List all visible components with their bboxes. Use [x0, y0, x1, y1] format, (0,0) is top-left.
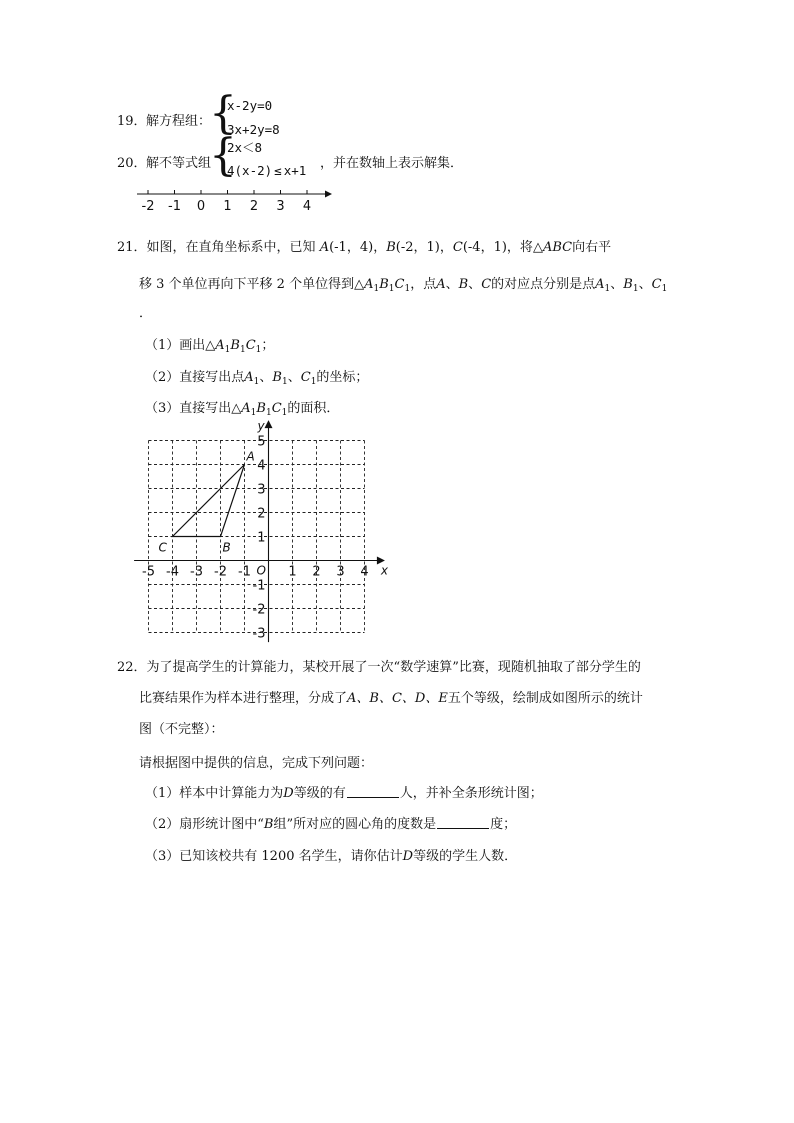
y-axis-arrow-icon	[265, 420, 273, 428]
b1: B	[623, 277, 633, 292]
grade-list: A、B、C、D、E	[347, 691, 448, 706]
q20-inequality-2-right: x+1	[283, 163, 307, 178]
q22-line-1	[117, 656, 641, 675]
q19-equation-2: 3x+2y=8	[227, 122, 280, 137]
number-line-label: -1	[168, 199, 181, 214]
c1: C	[245, 338, 256, 353]
y-tick-label: 5	[257, 434, 266, 450]
q21-text: ，将	[506, 240, 533, 255]
q22-part-1	[145, 782, 543, 801]
y-tick-label: -3	[252, 626, 266, 642]
number-line-label: 1	[223, 199, 232, 214]
point-c-label: C	[158, 540, 167, 555]
number-line-label: 4	[302, 199, 312, 214]
b1: B	[256, 401, 266, 416]
q21-text: 向右平	[572, 240, 612, 255]
c1: C	[300, 370, 311, 385]
c1: C	[271, 401, 282, 416]
q19-lead: 解方程组：	[146, 114, 212, 129]
a1: A	[215, 338, 225, 353]
number-line-label: -2	[141, 199, 155, 214]
answer-blank[interactable]	[437, 816, 489, 829]
q21-text: 移 3 个单位再向下平移 2 个单位得到	[139, 277, 355, 292]
b1: B	[272, 370, 282, 385]
q22-line-3: 图（不完整）：	[139, 722, 224, 737]
b1: B	[379, 277, 389, 292]
a1: A	[241, 401, 251, 416]
q22-line-2	[139, 687, 643, 706]
point-b: B	[458, 277, 469, 292]
subscript: 1	[255, 345, 262, 355]
point-b-coord: (-2，1)	[395, 240, 440, 255]
separator: 、	[445, 277, 459, 292]
subscript: 1	[253, 377, 260, 387]
q21-line-3: ．	[139, 306, 153, 321]
number-line-label: 3	[276, 199, 285, 214]
q19-equation-1: x-2y=0	[227, 98, 273, 113]
x-tick-label: -4	[166, 564, 179, 580]
q21-text: （1）画出	[145, 338, 206, 353]
triangle-abc	[173, 465, 245, 537]
q21-number: 21．	[117, 240, 147, 255]
x-tick-label: 4	[360, 564, 369, 580]
subscript: 1	[265, 408, 272, 418]
x-tick-label: 3	[336, 564, 345, 580]
number-line-label: 2	[249, 199, 259, 214]
a1: A	[595, 277, 605, 292]
subscript: 1	[604, 284, 611, 294]
point-c: C	[481, 277, 492, 292]
q20-number: 20．	[117, 156, 147, 171]
subscript: 1	[250, 408, 257, 418]
q22-text: 比赛结果作为样本进行整理，分成了	[139, 691, 348, 706]
separator: 、	[259, 370, 273, 385]
point-a-label: A	[246, 449, 255, 464]
q22-line-4: 请根据图中提供的信息，完成下列问题：	[139, 756, 374, 771]
b1: B	[230, 338, 240, 353]
q21-text: 的面积．	[287, 401, 340, 416]
triangle-symbol: △	[354, 277, 365, 292]
x-tick-label: -3	[190, 564, 203, 580]
left-brace-icon: {	[209, 130, 237, 181]
y-tick-label: 1	[257, 530, 266, 546]
q22-text: 组”所对应的圆心角的度数是	[273, 817, 437, 832]
separator: 、	[638, 277, 652, 292]
a1: A	[364, 277, 374, 292]
q20-inequality-2-left: 4(x-2)	[227, 163, 273, 178]
x-tick-label: 2	[312, 564, 321, 580]
q21-text: ，点	[410, 277, 437, 292]
q19-number: 19．	[117, 114, 147, 129]
q21-text: ；	[261, 338, 275, 353]
y-tick-label: 2	[257, 506, 266, 522]
q20-tail: ，并在数轴上表示解集．	[320, 156, 464, 171]
q22-text: （2）扇形统计图中“	[145, 817, 264, 832]
triangle-symbol: △	[231, 401, 242, 416]
y-axis-label: y	[257, 419, 265, 434]
c1: C	[651, 277, 662, 292]
a1: A	[244, 370, 254, 385]
y-tick-label: -1	[252, 578, 266, 594]
subscript: 1	[404, 284, 411, 294]
separator: 、	[468, 277, 482, 292]
q21-text: 的坐标；	[316, 370, 369, 385]
q21-text: （3）直接写出	[145, 401, 232, 416]
subscript: 1	[239, 345, 246, 355]
triangle-abc: ABC	[542, 240, 573, 255]
x-tick-label: -2	[214, 564, 227, 580]
subscript: 1	[281, 408, 288, 418]
point-c-label: C	[452, 240, 463, 255]
separator: 、	[610, 277, 624, 292]
q21-text: 的对应点分别是点	[491, 277, 596, 292]
q20-lead: 解不等式组	[146, 156, 212, 171]
triangle-symbol: △	[532, 240, 543, 255]
subscript: 1	[310, 377, 317, 387]
q22-text: 度；	[490, 817, 517, 832]
origin-label: O	[256, 563, 266, 578]
subscript: 1	[388, 284, 395, 294]
triangle-symbol: △	[205, 338, 216, 353]
x-tick-label: 1	[288, 564, 297, 580]
x-tick-label: -1	[238, 564, 251, 580]
point-a-label: A	[319, 240, 330, 255]
q22-text: 等级的有	[293, 786, 346, 801]
q22-text: 人，并补全条形统计图；	[399, 786, 543, 801]
y-tick-label: 3	[257, 482, 266, 498]
q21-text: （2）直接写出点	[145, 370, 245, 385]
c1: C	[394, 277, 405, 292]
point-b-label: B	[222, 540, 231, 555]
group-b: B	[263, 817, 274, 832]
q22-number: 22．	[117, 660, 147, 675]
point-b-label: B	[386, 240, 396, 255]
grade-d: D	[402, 849, 414, 864]
subscript: 1	[661, 284, 668, 294]
number-line-label: 0	[196, 199, 206, 214]
y-tick-label: 4	[257, 458, 266, 474]
q22-text: （1）样本中计算能力为	[145, 786, 284, 801]
grade-d: D	[283, 786, 294, 801]
q22-text: （3）已知该校共有 1200 名学生，请你估计	[145, 849, 403, 864]
q20-inequality-1: 2x＜8	[227, 140, 263, 155]
less-equal-sign: ≤	[274, 163, 282, 178]
subscript: 1	[373, 284, 380, 294]
subscript: 1	[281, 377, 288, 387]
point-a: A	[436, 277, 446, 292]
y-tick-label: -2	[252, 602, 266, 618]
subscript: 1	[632, 284, 639, 294]
answer-blank[interactable]	[347, 785, 399, 798]
x-axis-label: x	[380, 563, 389, 578]
point-c-coord: (-4，1)	[462, 240, 507, 255]
comma: ，	[439, 240, 453, 255]
q22-part-2	[145, 813, 516, 832]
q21-text: 如图，在直角坐标系中，已知	[146, 240, 316, 255]
point-a-coord: (-1，4)	[329, 240, 374, 255]
left-brace-icon: {	[209, 88, 237, 139]
x-tick-label: -5	[142, 564, 155, 580]
q22-text: 等级的学生人数．	[413, 849, 518, 864]
subscript: 1	[224, 345, 231, 355]
q22-text: 为了提高学生的计算能力，某校开展了一次“数学速算”比赛，现随机抽取了部分学生的	[146, 660, 641, 675]
q22-text: 五个等级，绘制成如图所示的统计	[447, 691, 643, 706]
separator: 、	[287, 370, 301, 385]
comma: ，	[373, 240, 387, 255]
q22-part-3	[145, 845, 517, 864]
